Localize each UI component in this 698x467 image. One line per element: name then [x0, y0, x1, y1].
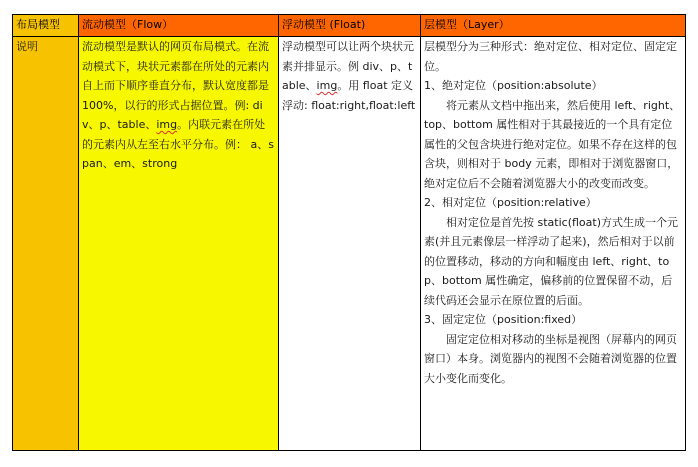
float-description-cell — [279, 37, 421, 451]
relative-title: 2、相对定位（position:relative） — [424, 196, 597, 209]
description-row — [13, 37, 686, 451]
layer-description-cell — [421, 37, 686, 451]
flow-text-part1: 流动模型是默认的网页布局模式。在流动模式下，块状元素都在所处的元素内自上而下顺序垂直分布，默认宽度都是 100%，以行的形式占据位置。例: div、p、table、 — [82, 40, 269, 131]
flow-description-cell — [79, 37, 279, 451]
header-float-model: 浮动模型 (Float) — [279, 15, 421, 37]
layer-intro: 层模型分为三种形式：绝对定位、相对定位、固定定位。 — [424, 40, 677, 73]
float-text-part1: 浮动模型可以让两个块状元素并排显示。例 div、p、table、 — [282, 40, 414, 92]
header-flow-model: 流动模型（Flow） — [79, 15, 279, 37]
float-img-word: img — [316, 79, 338, 92]
fixed-title: 3、固定定位（position:fixed） — [424, 313, 583, 326]
flow-text-part2: 。内联元素在所处的元素内从左至右水平分布。例： a、span、em、strong — [82, 118, 274, 170]
float-text-part2: 。用 float 定义浮动: float:right,float:left — [282, 79, 416, 112]
fixed-body: 固定定位相对移动的坐标是视图（屏幕内的网页窗口）本身。浏览器内的视图不会随着浏览器的位置大小变化而变化。 — [424, 332, 677, 385]
header-row — [13, 15, 686, 37]
header-layout-model: 布局模型 — [13, 15, 79, 37]
relative-body: 相对定位是首先按 static(float)方式生成一个元素(并且元素像层一样浮动了起来)，然后相对于以前的位置移动，移动的方向和幅度由 left、right、top、bottom 属性确定，偏移前的位置保留不动，后续代码还会显示在原位置的后面。 — [424, 215, 678, 307]
header-layer-model: 层模型（Layer） — [421, 15, 686, 37]
flow-img-word: img — [156, 118, 178, 131]
description-label: 说明 — [13, 37, 79, 451]
absolute-title: 1、绝对定位（position:absolute） — [424, 79, 603, 92]
absolute-body: 将元素从文档中拖出来，然后使用 left、right、top、bottom 属性相对于其最接近的一个具有定位属性的父包含块进行绝对定位。如果不存在这样的包含块，则相对于 body 元素，即相对于浏览器窗口，绝对定位后不会随着浏览器大小的改变而改变。 — [424, 98, 681, 190]
layout-models-table — [12, 14, 686, 451]
